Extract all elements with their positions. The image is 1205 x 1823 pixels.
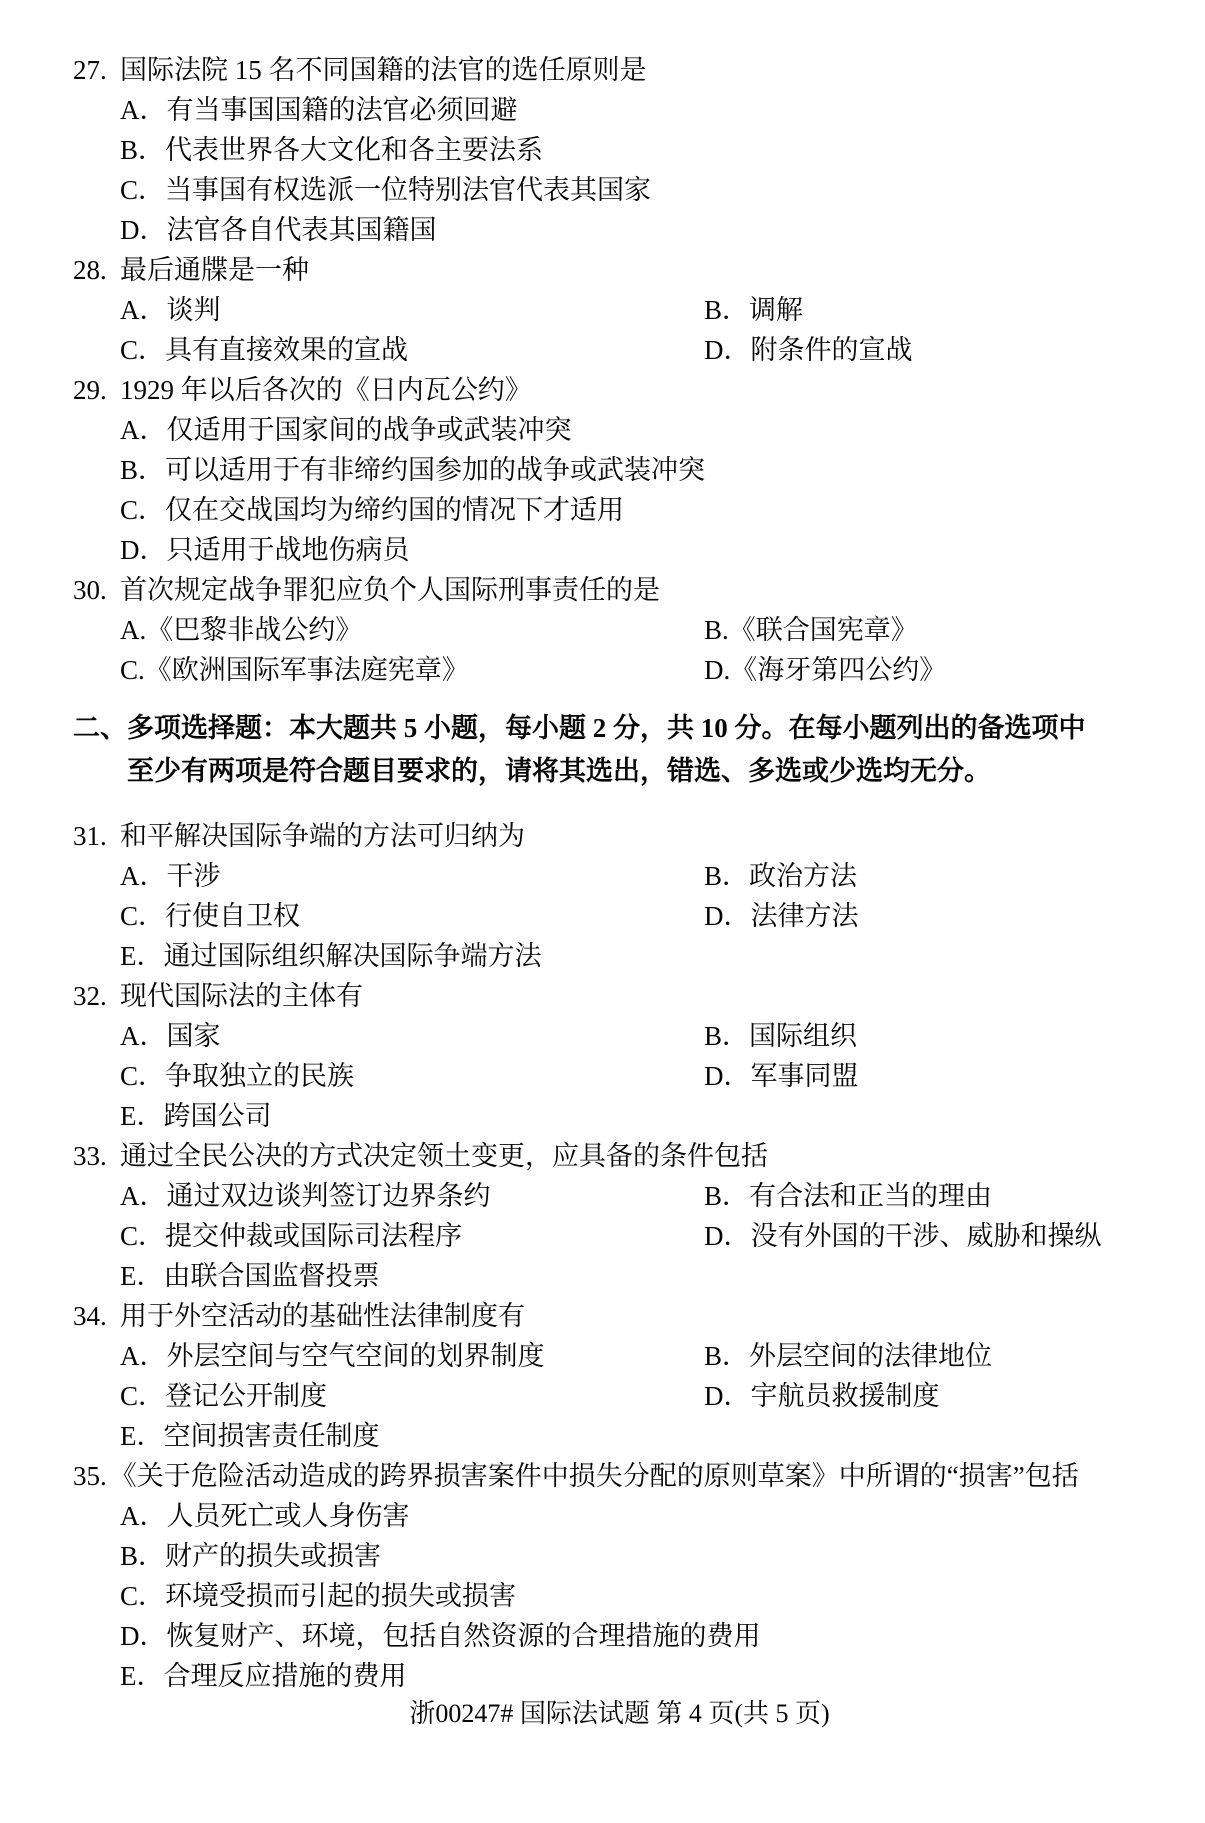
option: E．跨国公司 xyxy=(120,1101,272,1131)
question xyxy=(73,816,1137,976)
option: D．只适用于战地伤病员 xyxy=(120,535,410,565)
question-stem: 1929 年以后各次的《日内瓦公约》 xyxy=(120,375,532,405)
section-2-instructions xyxy=(127,707,1137,793)
option-row xyxy=(73,130,1137,170)
question xyxy=(73,250,1137,370)
option: B．国际组织 xyxy=(704,1021,858,1051)
option: B．有合法和正当的理由 xyxy=(704,1181,993,1211)
option: E．空间损害责任制度 xyxy=(120,1421,380,1451)
option-row xyxy=(73,530,1137,570)
question-stem-line xyxy=(73,50,1137,90)
option: E．由联合国监督投票 xyxy=(120,1261,380,1291)
option: B.《联合国宪章》 xyxy=(704,615,918,645)
question-stem-line xyxy=(73,370,1137,410)
question-stem-line xyxy=(73,1296,1137,1336)
page-footer: 浙00247# 国际法试题 第 4 页(共 5 页) xyxy=(409,1699,830,1728)
option-row xyxy=(73,1096,1137,1136)
option: C．当事国有权选派一位特别法官代表其国家 xyxy=(120,175,652,205)
option-row xyxy=(73,1056,1137,1096)
option-row xyxy=(73,936,1137,976)
option: B．政治方法 xyxy=(704,861,858,891)
option-row xyxy=(73,1616,1137,1656)
option-row xyxy=(73,1576,1137,1616)
option-row xyxy=(73,490,1137,530)
option: D.《海牙第四公约》 xyxy=(704,655,947,685)
option-row xyxy=(73,90,1137,130)
option-row xyxy=(73,1496,1137,1536)
option: D．法律方法 xyxy=(704,901,859,931)
question-stem-line xyxy=(73,976,1137,1016)
option: C．行使自卫权 xyxy=(120,901,301,931)
question-stem: 《关于危险活动造成的跨界损害案件中损失分配的原则草案》中所谓的“损害”包括 xyxy=(109,1461,1079,1491)
question-stem: 用于外空活动的基础性法律制度有 xyxy=(120,1301,525,1331)
option: B．外层空间的法律地位 xyxy=(704,1341,993,1371)
option-row xyxy=(73,1176,1137,1216)
option-row xyxy=(73,330,1137,370)
question xyxy=(73,1456,1137,1696)
question-number: 30. xyxy=(73,575,107,605)
option-row xyxy=(73,450,1137,490)
question-number: 31. xyxy=(73,821,107,851)
section-2-instructions-line-2: 至少有两项是符合题目要求的，请将其选出，错选、多选或少选均无分。 xyxy=(127,756,991,786)
option-row xyxy=(73,896,1137,936)
option: B．调解 xyxy=(704,295,804,325)
question-number: 27. xyxy=(73,55,107,85)
option: A．国家 xyxy=(120,1021,221,1051)
question xyxy=(73,370,1137,570)
option: A．人员死亡或人身伤害 xyxy=(120,1501,410,1531)
question xyxy=(73,976,1137,1136)
multi-choice-questions-block xyxy=(73,816,1137,1696)
section-2-header xyxy=(73,707,1137,793)
question-number: 32. xyxy=(73,981,107,1011)
question-stem-line xyxy=(73,816,1137,856)
option: D．军事同盟 xyxy=(704,1061,859,1091)
question-number: 34. xyxy=(73,1301,107,1331)
section-2-marker: 二、 xyxy=(73,713,127,743)
option: D．恢复财产、环境，包括自然资源的合理措施的费用 xyxy=(120,1621,761,1651)
option: C．环境受损而引起的损失或损害 xyxy=(120,1581,517,1611)
option: A．有当事国国籍的法官必须回避 xyxy=(120,95,518,125)
option: A．仅适用于国家间的战争或武装冲突 xyxy=(120,415,572,445)
option-row xyxy=(73,650,1137,690)
option: C．提交仲裁或国际司法程序 xyxy=(120,1221,463,1251)
question-stem: 最后通牒是一种 xyxy=(120,255,309,285)
option: A．通过双边谈判签订边界条约 xyxy=(120,1181,491,1211)
question-stem-line xyxy=(73,250,1137,290)
single-choice-questions-block xyxy=(73,50,1137,690)
question-stem: 通过全民公决的方式决定领土变更，应具备的条件包括 xyxy=(120,1141,768,1171)
option-row xyxy=(73,1016,1137,1056)
option-row xyxy=(73,1256,1137,1296)
question-stem: 和平解决国际争端的方法可归纳为 xyxy=(120,821,525,851)
question-stem: 国际法院 15 名不同国籍的法官的选任原则是 xyxy=(120,55,647,85)
option: B．财产的损失或损害 xyxy=(120,1541,382,1571)
question-number: 35. xyxy=(73,1461,107,1491)
question-stem: 现代国际法的主体有 xyxy=(120,981,363,1011)
question xyxy=(73,1136,1137,1296)
option: D．没有外国的干涉、威胁和操纵 xyxy=(704,1221,1102,1251)
option: A．谈判 xyxy=(120,295,221,325)
option: A．外层空间与空气空间的划界制度 xyxy=(120,1341,545,1371)
option: D．附条件的宣战 xyxy=(704,335,913,365)
option-row xyxy=(73,210,1137,250)
question-number: 33. xyxy=(73,1141,107,1171)
option-row xyxy=(73,610,1137,650)
question xyxy=(73,570,1137,690)
question-number: 29. xyxy=(73,375,107,405)
option: C.《欧洲国际军事法庭宪章》 xyxy=(120,655,469,685)
option-row xyxy=(73,1536,1137,1576)
option: C．登记公开制度 xyxy=(120,1381,328,1411)
option: D．宇航员救援制度 xyxy=(704,1381,940,1411)
option-row xyxy=(73,856,1137,896)
section-2-instructions-line-1: 多项选择题：本大题共 5 小题，每小题 2 分，共 10 分。在每小题列出的备选项中 xyxy=(127,713,1086,743)
option: E．通过国际组织解决国际争端方法 xyxy=(120,941,542,971)
option: C．具有直接效果的宣战 xyxy=(120,335,409,365)
question-stem-line xyxy=(73,1456,1137,1496)
option: B．代表世界各大文化和各主要法系 xyxy=(120,135,544,165)
option-row xyxy=(73,1376,1137,1416)
question xyxy=(73,50,1137,250)
option-row xyxy=(73,290,1137,330)
option-row xyxy=(73,410,1137,450)
question-stem-line xyxy=(73,570,1137,610)
option: E．合理反应措施的费用 xyxy=(120,1661,407,1691)
option-row xyxy=(73,1336,1137,1376)
question-stem: 首次规定战争罪犯应负个人国际刑事责任的是 xyxy=(120,575,660,605)
option: C．仅在交战国均为缔约国的情况下才适用 xyxy=(120,495,625,525)
question-stem-line xyxy=(73,1136,1137,1176)
option-row xyxy=(73,1416,1137,1456)
option-row xyxy=(73,1656,1137,1696)
option-row xyxy=(73,1216,1137,1256)
question-number: 28. xyxy=(73,255,107,285)
option: C．争取独立的民族 xyxy=(120,1061,355,1091)
option: A.《巴黎非战公约》 xyxy=(120,615,363,645)
option: A．干涉 xyxy=(120,861,221,891)
option-row xyxy=(73,170,1137,210)
question xyxy=(73,1296,1137,1456)
option: D．法官各自代表其国籍国 xyxy=(120,215,437,245)
option: B．可以适用于有非缔约国参加的战争或武装冲突 xyxy=(120,455,706,485)
